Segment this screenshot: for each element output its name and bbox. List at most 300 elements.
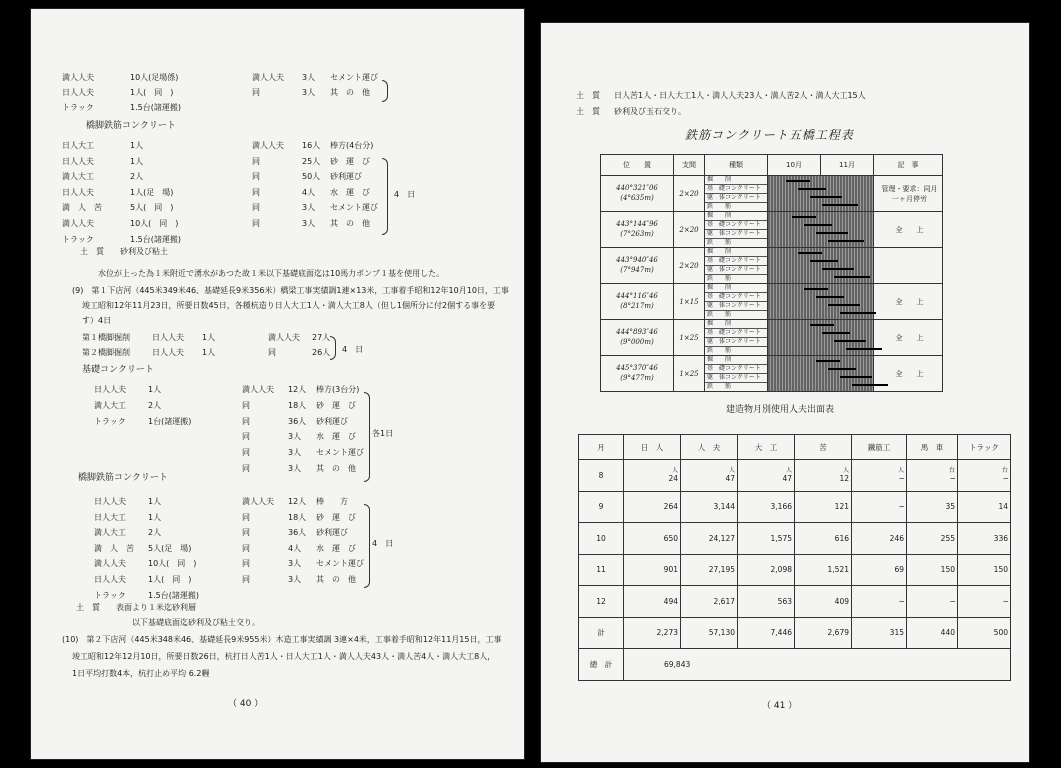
paragraph-line: (10) 第２下店河（445米348米46、基礎延長9米955米）木造工事実績調 3連×4米，工事着手昭和12年11月15日，工事 [62,635,502,644]
span-cell: 2×20 [674,176,705,212]
worker-cell: 27人 [312,333,331,342]
labor-cell: 人 47 [681,460,738,492]
worker-cell: 1.5台(諸運搬) [130,103,181,112]
step-label: 躯 体コンクリート [705,338,767,347]
worker-cell: 2人 [130,172,144,182]
remark-cell [874,248,943,284]
gantt-bar [828,304,860,306]
worker-cell: 満人大工 [62,172,94,182]
worker-cell: 10人(足場係) [130,73,179,82]
col-span: 支間 [674,155,705,176]
worker-cell: 18人 [288,400,307,410]
worker-cell: 其 の 他 [330,88,370,97]
gantt-cell [768,284,874,320]
labor-header: 苦 [795,435,852,460]
worker-cell: 日人大工 [62,141,94,150]
labor-cell: 1,575 [738,523,795,555]
worker-cell: 同 [242,448,250,458]
step-label: 基 礎コンクリート [705,221,767,230]
labor-table-title: 建造物月別使用人夫出面表 [726,405,835,415]
worker-cell: 1人 [130,156,144,166]
days-label: 4 日 [372,539,394,548]
worker-cell: 26人 [312,348,331,357]
worker-cell: 12人 [288,497,307,506]
brace [330,336,336,360]
worker-cell: 1台(諸運搬) [148,416,192,426]
unit-label: 人 [728,466,735,474]
labor-cell: 台 ─ [958,460,1011,492]
worker-cell: 25人 [302,156,321,166]
worker-cell: 16人 [302,141,321,150]
col-november: 11月 [821,155,874,176]
remark-cell: 全 上 [874,356,943,392]
worker-cell: 日人人夫 [94,575,126,584]
days-label: 各1日 [372,429,394,438]
labor-header: 人 夫 [681,435,738,460]
location-cell: 444°116″46 (8°217m) [601,284,674,320]
unit-label: 人 [785,466,792,474]
labor-cell: 7,446 [738,617,795,649]
span-cell: 1×15 [674,284,705,320]
worker-cell: 砂 運 び [316,400,356,410]
section-heading: 基礎コンクリート [82,365,154,375]
labor-cell: 650 [624,523,681,555]
gantt-bar [840,376,872,378]
col-remark: 記 事 [874,155,943,176]
step-label: 掘 削 [705,284,767,293]
worker-cell: 18人 [288,512,307,522]
paragraph-line: 水位が上った為１米附近で湧水があつた故１米以下基礎底面迄は10馬力ポンプ１基を使用した。 [98,269,445,278]
worker-cell: 同 [252,88,260,97]
worker-cell: 満人人夫 [252,141,284,150]
worker-cell: 1人 [202,333,216,342]
month-cell: 9 [579,491,624,523]
worker-cell: 満人人夫 [268,333,300,342]
worker-cell: 日人人夫 [94,497,126,506]
worker-cell: 50人 [302,172,321,182]
worker-cell: 第１橋脚掘削 [82,333,130,342]
paragraph-line: 1日平均打数4本，杭打止め平均 6.2糎 [72,669,210,678]
worker-cell: 砂利運び [330,172,362,182]
col-kind: 種類 [705,155,768,176]
labor-cell: 500 [958,617,1011,649]
labor-cell: 2,679 [795,617,852,649]
worker-cell: 2人 [148,400,162,410]
worker-cell: トラック [62,103,94,112]
step-label: 鉄 筋 [707,383,732,390]
gantt-cell [768,356,874,392]
gantt-bar [786,180,810,182]
gantt-bar [798,252,822,254]
step-label: 鉄 筋 [707,275,732,282]
worker-cell: 日人人夫 [94,385,126,394]
worker-cell: 水 運 び [330,187,370,197]
labor-header: トラック [958,435,1011,460]
location-cell: 445°370″46 (9°477m) [601,356,674,392]
month-cell: 12 [579,586,624,618]
labor-cell: ─ [907,586,958,618]
labor-cell: 563 [738,586,795,618]
worker-cell: 同 [242,416,250,426]
labor-cell: 616 [795,523,852,555]
labor-row [579,554,1011,586]
worker-cell: 棒方(3台分) [316,385,360,394]
labor-row [579,523,1011,555]
unit-label: 人 [671,466,678,474]
worker-cell: 4人 [288,543,302,553]
worker-cell: 3人 [288,464,302,473]
worker-cell: 12人 [288,385,307,394]
worker-cell: 3人 [288,559,302,569]
worker-cell: 10人( 同 ) [130,219,179,228]
worker-cell: 1.5台(諸運搬) [148,590,199,600]
soil-value: 砂利及び玉石交り。 [614,107,686,116]
step-label: 躯 体コンクリート [705,374,767,383]
labor-header: 月 [579,435,624,460]
worker-cell: 3人 [302,203,316,213]
schedule-table [600,154,943,392]
worker-cell: 1人 [148,385,162,394]
right-page [540,22,1030,763]
worker-cell: セメント運び [316,448,364,458]
worker-cell: セメント運び [330,203,378,213]
gantt-cell [768,248,874,284]
section-heading: 橋脚鉄筋コンクリート [86,121,176,131]
labor-cell: 57,130 [681,617,738,649]
col-position: 位 置 [601,155,674,176]
grand-total-value: 69,843 [624,649,1011,681]
unit-label: 人 [842,466,849,474]
month-cell: 11 [579,554,624,586]
labor-cell: 3,166 [738,491,795,523]
worker-cell: 同 [242,575,250,584]
schedule-row [601,176,943,212]
worker-cell: 棒方(4台分) [330,141,374,150]
month-cell: 計 [579,617,624,649]
labor-cell: 315 [852,617,907,649]
paragraph-line: (9) 第１下店河（445米349米46、基礎延長9米356米）橋梁工事実績調1連×13米，工事着手昭和12年10月10日，工事 [72,286,509,295]
worker-cell: 同 [242,400,250,410]
worker-cell: 同 [242,432,250,442]
location-cell: 443°940″46 (7°947m) [601,248,674,284]
gantt-bar [846,348,882,350]
step-label: 鉄 筋 [707,311,732,318]
worker-cell: 日人人夫 [62,187,94,197]
worker-cell: 3人 [288,432,302,442]
step-label: 基 礎コンクリート [705,185,767,194]
schedule-row [601,248,943,284]
gantt-bar [810,196,842,198]
gantt-cell [768,176,874,212]
paragraph-line: 竣工昭和12年12月10日，所要日数26日，杭打日人苦1人・日人大工1人・満人人夫43人・満人苦4人・満人大工8人， [72,652,496,661]
worker-cell: 3人 [302,219,316,228]
labor-row [579,491,1011,523]
step-label: 基 礎コンクリート [705,365,767,374]
worker-cell: 1.5台(諸運搬) [130,234,181,244]
labor-cell: 264 [624,491,681,523]
step-label: 掘 削 [705,176,767,185]
month-cell: 10 [579,523,624,555]
worker-cell: 砂利運び [316,416,348,426]
worker-cell: 第２橋脚掘削 [82,348,130,357]
step-label: 基 礎コンクリート [705,293,767,302]
worker-cell: 3人 [288,575,302,584]
labor-cell: 2,098 [738,554,795,586]
gantt-bar [816,232,848,234]
steps-cell [705,356,768,392]
labor-cell: 150 [907,554,958,586]
labor-cell: 14 [958,491,1011,523]
worker-cell: 同 [252,203,260,213]
remark-cell: 全 上 [874,284,943,320]
gantt-bar [840,312,876,314]
labor-cell: 2,273 [624,617,681,649]
gantt-bar [834,340,866,342]
worker-cell: 5人(足 場) [148,543,192,553]
schedule-title: 鉄筋コンクリート五橋工程表 [685,128,854,142]
unit-label: 台 [1001,466,1008,474]
worker-cell: 同 [242,464,250,473]
worker-cell: 1人 [148,497,162,506]
labor-cell: 24,127 [681,523,738,555]
labor-row [579,586,1011,618]
worker-cell: トラック [62,234,94,244]
grand-total-label: 總 計 [579,649,624,681]
step-label: 掘 削 [705,356,767,365]
soil-label: 土 質 [576,91,600,100]
month-cell: 8 [579,460,624,492]
unit-label: 台 [948,466,955,474]
worker-cell: 3人 [288,448,302,458]
labor-cell: 人 12 [795,460,852,492]
span-cell: 1×25 [674,356,705,392]
worker-cell: セメント運び [330,73,378,82]
worker-cell: 同 [252,187,260,197]
labor-cell: ─ [852,586,907,618]
worker-cell: 日人人夫 [152,348,184,357]
worker-cell: 日人大工 [94,512,126,522]
brace [364,392,370,482]
gantt-bar [804,224,832,226]
gantt-bar [810,260,838,262]
step-label: 躯 体コンクリート [705,230,767,239]
labor-header: 日 人 [624,435,681,460]
labor-cell: 901 [624,554,681,586]
worker-cell: 同 [252,172,260,182]
worker-cell: 満人大工 [94,400,126,410]
soil-value: 日人苦1人・日人大工1人・満人人夫23人・満人苦2人・満人大工15人 [614,91,866,100]
labor-row [579,460,1011,492]
labor-table [578,434,1011,681]
schedule-row [601,284,943,320]
grand-total-row [579,649,1011,681]
step-label: 掘 削 [705,248,767,257]
step-label: 鉄 筋 [707,239,732,246]
span-cell: 2×20 [674,212,705,248]
worker-cell: 其 の 他 [316,575,356,584]
brace [382,80,388,102]
soil-label: 土 質 [76,603,100,612]
gantt-bar [828,368,856,370]
gantt-bar [804,288,828,290]
worker-cell: 同 [252,156,260,166]
labor-cell: 35 [907,491,958,523]
worker-cell: 4人 [302,187,316,197]
labor-cell: 3,144 [681,491,738,523]
labor-cell: 336 [958,523,1011,555]
worker-cell: 同 [242,559,250,569]
worker-cell: 砂 運 び [330,156,370,166]
labor-cell: 人 ─ [852,460,907,492]
labor-cell: 409 [795,586,852,618]
labor-cell: 台 ─ [907,460,958,492]
schedule-row [601,212,943,248]
worker-cell: 1人( 同 ) [130,88,174,97]
step-label: 掘 削 [705,320,767,329]
worker-cell: トラック [94,416,126,426]
soil-label: 土 質 [80,247,104,256]
days-label: 4 日 [342,345,364,354]
worker-cell: 2人 [148,528,162,538]
gantt-bar [792,216,816,218]
worker-cell: 3人 [302,88,316,97]
worker-cell: 満人大工 [94,528,126,538]
labor-cell: 246 [852,523,907,555]
steps-cell [705,248,768,284]
page-number: （ 40 ） [228,699,264,709]
worker-cell: 1人 [130,141,144,150]
worker-cell: 同 [242,528,250,538]
labor-cell: ─ [852,491,907,523]
worker-cell: 同 [268,348,276,357]
schedule-row [601,356,943,392]
soil-value: 砂利及び粘土 [120,247,168,256]
paragraph-line: 竣工昭和12年11月23日，所要日数45日，各種杭造り日人大工1人・満人大工8人（但し1個所分に付2個する事を要 [82,301,496,310]
worker-cell: 砂利運び [316,528,348,538]
worker-cell: 其 の 他 [316,464,356,473]
remark-cell: 管理・要求：同月 一ヶ月停労 [874,176,943,212]
worker-cell: トラック [94,590,126,600]
labor-cell: 150 [958,554,1011,586]
labor-cell: 494 [624,586,681,618]
worker-cell: 満人人夫 [252,73,284,82]
labor-cell: 121 [795,491,852,523]
span-cell: 2×20 [674,248,705,284]
worker-cell: 同 [242,543,250,553]
labor-header: 鐵筋工 [852,435,907,460]
steps-cell [705,320,768,356]
step-label: 鉄 筋 [707,347,732,354]
days-label: 4 日 [394,190,416,199]
gantt-bar [798,188,826,190]
step-label: 躯 体コンクリート [705,194,767,203]
worker-cell: 満人人夫 [242,385,274,394]
worker-cell: 日人人夫 [62,156,94,166]
step-label: 鉄 筋 [707,203,732,210]
remark-cell: 全 上 [874,212,943,248]
gantt-cell [768,212,874,248]
worker-cell: 満 人 苦 [62,203,102,213]
worker-cell: 1人( 同 ) [148,575,192,584]
gantt-bar [834,276,870,278]
step-label: 基 礎コンクリート [705,257,767,266]
worker-cell: 3人 [302,73,316,82]
steps-cell [705,176,768,212]
soil-label: 土 質 [576,107,600,116]
worker-cell: 同 [252,219,260,228]
page-number: （ 41 ） [762,701,798,711]
steps-cell [705,212,768,248]
gantt-bar [816,360,840,362]
step-label: 躯 体コンクリート [705,266,767,275]
gantt-cell [768,320,874,356]
worker-cell: 36人 [288,416,307,426]
span-cell: 1×25 [674,320,705,356]
schedule-row [601,320,943,356]
gantt-bar [828,240,864,242]
worker-cell: 水 運 び [316,432,356,442]
worker-cell: セメント運び [316,559,364,569]
worker-cell: 10人( 同 ) [148,559,197,569]
worker-cell: 5人( 同 ) [130,203,174,213]
col-october: 10月 [768,155,821,176]
labor-cell: 69 [852,554,907,586]
gantt-bar [852,384,888,386]
worker-cell: 1人 [148,512,162,522]
paragraph-line: す）4日 [82,316,112,325]
worker-cell: 水 運 び [316,543,356,553]
brace [364,504,370,588]
labor-cell: 27,195 [681,554,738,586]
step-label: 掘 削 [705,212,767,221]
step-label: 躯 体コンクリート [705,302,767,311]
worker-cell: 其 の 他 [330,219,370,228]
worker-cell: 満 人 苦 [94,543,134,553]
remark-cell: 全 上 [874,320,943,356]
gantt-bar [822,204,858,206]
location-cell: 444°893″46 (9°000m) [601,320,674,356]
worker-cell: 36人 [288,528,307,538]
gantt-bar [822,332,850,334]
gantt-bar [810,324,834,326]
worker-cell: 棒 方 [316,497,348,506]
labor-cell: 人 47 [738,460,795,492]
step-label: 基 礎コンクリート [705,329,767,338]
location-cell: 443°144″96 (7°263m) [601,212,674,248]
worker-cell: 砂 運 び [316,512,356,522]
steps-cell [705,284,768,320]
worker-cell: 満人人夫 [62,73,94,82]
worker-cell: 満人人夫 [94,559,126,569]
unit-label: 人 [897,466,904,474]
labor-header: 馬 車 [907,435,958,460]
labor-cell: 255 [907,523,958,555]
brace [382,158,388,235]
worker-cell: 同 [242,512,250,522]
worker-cell: 日人人夫 [152,333,184,342]
worker-cell: 1人 [202,348,216,357]
worker-cell: 1人(足 場) [130,187,174,197]
worker-cell: 日人人夫 [62,88,94,97]
section-heading: 橋脚鉄筋コンクリート [78,473,168,483]
labor-cell: 440 [907,617,958,649]
worker-cell: 満人人夫 [62,219,94,228]
gantt-bar [816,296,844,298]
labor-cell: 人 24 [624,460,681,492]
left-page [30,8,525,760]
soil-value: 表面より１米迄砂利層 [116,603,196,612]
labor-row [579,617,1011,649]
